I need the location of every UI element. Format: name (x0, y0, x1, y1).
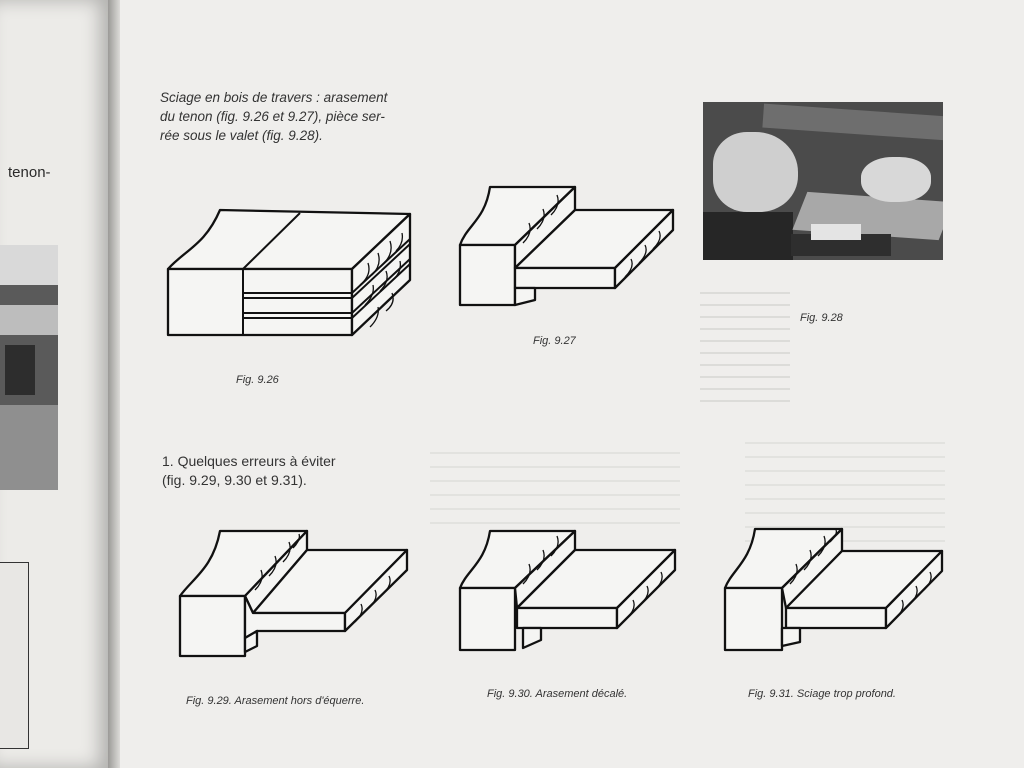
fig-9-26-drawing (160, 205, 420, 345)
fig-9-28-caption: Fig. 9.28 (800, 312, 843, 324)
left-page (0, 0, 112, 768)
fig-9-27-drawing (455, 185, 685, 315)
intro-line: du tenon (fig. 9.26 et 9.27), pièce ser- (160, 109, 385, 124)
left-page-figure-box (0, 562, 29, 749)
intro-paragraph (160, 88, 440, 145)
fig-9-26-caption: Fig. 9.26 (236, 374, 279, 386)
fig-9-31-caption: Fig. 9.31. Sciage trop profond. (748, 688, 896, 700)
fig-9-30-drawing (455, 528, 685, 658)
errors-heading-line: 1. Quelques erreurs à éviter (162, 453, 336, 469)
intro-line: rée sous le valet (fig. 9.28). (160, 128, 323, 143)
fig-9-29-drawing (175, 528, 415, 663)
show-through-text (700, 282, 790, 412)
fig-9-28-photo (703, 102, 943, 260)
errors-heading-line: (fig. 9.29, 9.30 et 9.31). (162, 472, 307, 488)
intro-line: Sciage en bois de travers : arasement (160, 90, 388, 105)
errors-heading (162, 452, 336, 490)
fig-9-30-caption: Fig. 9.30. Arasement décalé. (487, 688, 628, 700)
fig-9-27-caption: Fig. 9.27 (533, 335, 576, 347)
left-page-word: tenon- (8, 164, 51, 181)
show-through-text (430, 440, 680, 530)
fig-9-31-drawing (720, 526, 950, 656)
left-page-photo (0, 245, 58, 490)
fig-9-29-caption: Fig. 9.29. Arasement hors d'équerre. (186, 695, 365, 707)
